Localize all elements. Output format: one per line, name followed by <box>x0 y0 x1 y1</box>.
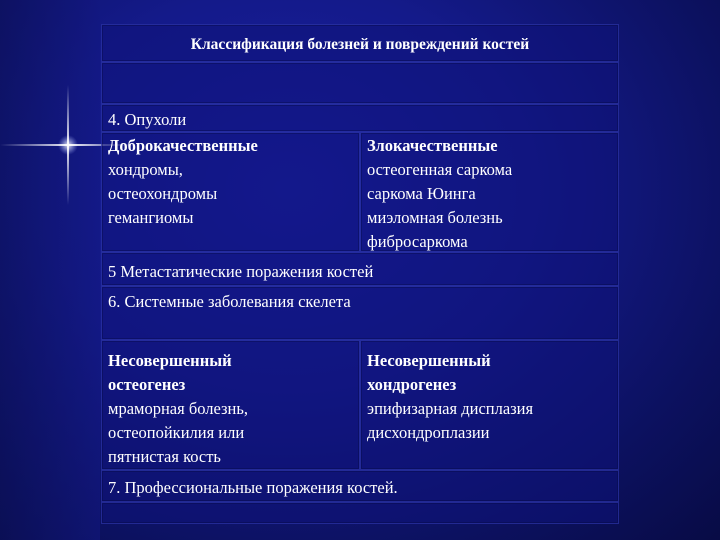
osteogenesis-item: мраморная болезнь, <box>108 399 249 418</box>
malignant-item: фибросаркома <box>367 232 468 251</box>
osteogenesis-item: пятнистая кость <box>108 447 221 466</box>
benign-item: остеохондромы <box>108 184 218 203</box>
benign-item: хондромы, <box>108 160 183 179</box>
blank-row <box>101 62 619 104</box>
section-systemic: 6. Системные заболевания скелета <box>101 286 619 340</box>
malignant-item: миэломная болезнь <box>367 208 503 227</box>
section-occupational: 7. Профессиональные поражения костей. <box>101 470 619 502</box>
section-metastatic: 5 Метастатические поражения костей <box>101 252 619 286</box>
malignant-tumors-cell <box>360 132 619 252</box>
benign-item: гемангиомы <box>108 208 194 227</box>
chondrogenesis-item: дисхондроплазии <box>367 423 490 442</box>
benign-heading: Доброкачественные <box>108 136 258 155</box>
malignant-item: саркома Юинга <box>367 184 476 203</box>
osteogenesis-heading: остеогенез <box>108 375 186 394</box>
malignant-heading: Злокачественные <box>367 136 498 155</box>
benign-tumors-cell <box>101 132 360 252</box>
malignant-item: остеогенная саркома <box>367 160 513 179</box>
chondrogenesis-heading: Несовершенный <box>367 351 491 370</box>
osteogenesis-heading: Несовершенный <box>108 351 232 370</box>
classification-table <box>101 24 619 524</box>
section-tumors: 4. Опухоли <box>101 104 619 132</box>
osteogenesis-cell <box>101 340 360 470</box>
osteogenesis-item: остеопойкилия или <box>108 423 245 442</box>
table-title: Классификация болезней и повреждений костей <box>101 24 619 62</box>
chondrogenesis-item: эпифизарная дисплазия <box>367 399 534 418</box>
chondrogenesis-cell <box>360 340 619 470</box>
chondrogenesis-heading: хондрогенез <box>367 375 457 394</box>
blank-bottom-row <box>101 502 619 524</box>
